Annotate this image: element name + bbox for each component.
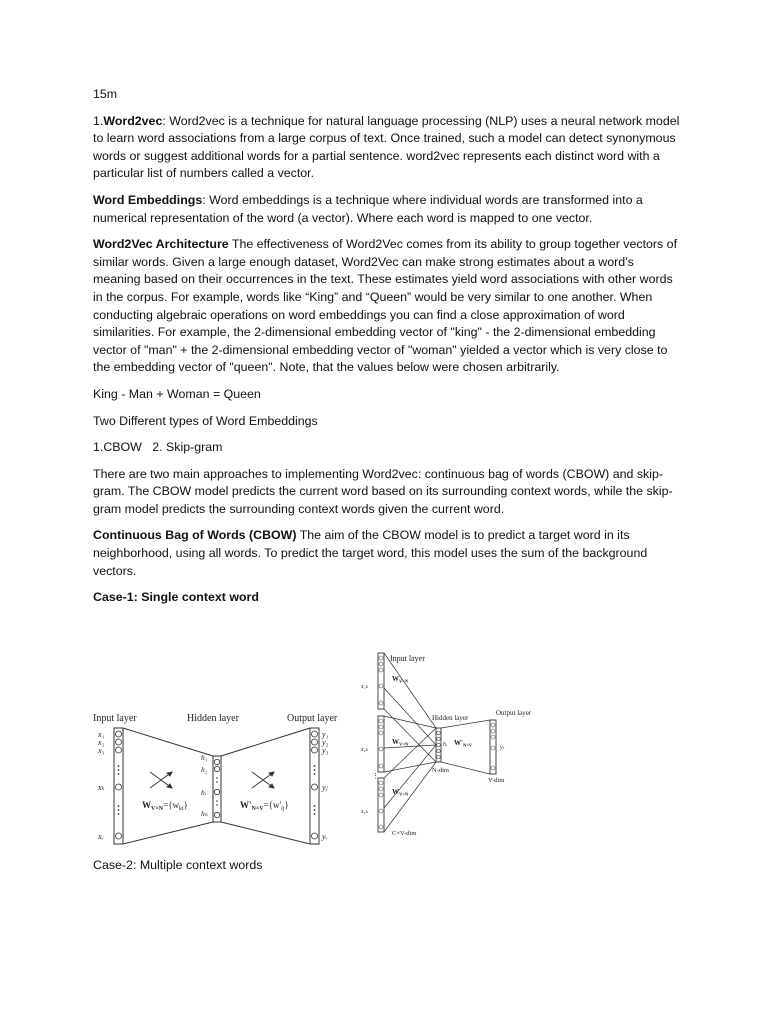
fig1-xv-label: xᵥ	[98, 832, 104, 841]
fig1-xk-label: xₖ	[98, 783, 105, 792]
types-heading: Two Different types of Word Embeddings	[93, 413, 318, 428]
fig1-hn-label: hₙ	[201, 809, 208, 818]
fig2-hidden-nodes	[437, 731, 440, 758]
fig1-output-layer-label: Output layer	[287, 713, 338, 724]
fig2-vdim-label: V-dim	[488, 777, 505, 784]
fig1-input-nodes	[116, 731, 122, 839]
equation-line: King - Man + Woman = Queen	[93, 386, 261, 401]
fig1-y2-label: y₂	[322, 738, 329, 747]
fig2-x1k-label: x₁ₖ	[361, 684, 368, 690]
fig2-vertical-dots: ⋮	[372, 772, 379, 780]
word-embeddings-paragraph	[93, 192, 683, 227]
architecture-paragraph	[93, 236, 683, 377]
word-embeddings-text: : Word embeddings is a technique where individual words are transformed into a numerical representation of the word (a vector). Where each word is mapped to one vector.	[93, 192, 643, 225]
types-list: 1.CBOW 2. Skip-gram	[93, 440, 223, 455]
document-body	[93, 86, 683, 616]
fig1-x3-label: x₃	[98, 746, 105, 755]
fig2-xck-label: x꜀ₖ	[361, 809, 368, 815]
fig1-x1-label: x₁	[98, 730, 105, 739]
word2vec-paragraph	[93, 113, 683, 183]
fig1-input-layer-label: Input layer	[93, 713, 137, 724]
fig2-w-label-1: $W_{V\times N}$	[392, 675, 409, 684]
fig2-x2k-label: x₂ₖ	[361, 747, 368, 753]
term-word2vec: Word2vec	[103, 113, 163, 128]
case1-label: Case-1: Single context word	[93, 590, 259, 605]
architecture-text: The effectiveness of Word2Vec comes from its ability to group together vectors of similar words. Given a large enough dataset, Word2Vec can make strong estimates about a word’s meaning based on their occurrences in the text. These estimates yield word associations with other words in the corpus. For example, words like “King” and “Queen” would be very similar to one another. When conducting algebraic operations on word embeddings you can find a close approximation of word similarities. For example, the 2-dimensional embedding vector of "king" - the 2-dimensional embedding vector of "man" + the 2-dimensional embedding vector of "woman" yielded a vector which is very close to the embedding vector of "queen". Note, that the values below were chosen arbitrarily.	[93, 237, 678, 375]
fig2-hi-label: hᵢ	[443, 742, 447, 748]
fig2-output-nodes	[491, 723, 495, 770]
term-architecture: Word2Vec Architecture	[93, 237, 229, 252]
cbow-paragraph	[93, 527, 683, 580]
fig2-hidden-layer-label: Hidden layer	[432, 714, 469, 722]
fig1-hidden-nodes	[214, 759, 219, 817]
fig2-w-label-3: $W_{V\times N}$	[392, 788, 409, 797]
fig2-input-columns	[378, 653, 384, 832]
fig1-hidden-dots	[216, 777, 218, 806]
fig2-input-nodes	[379, 656, 383, 829]
fig1-input-weight-label: $W_{V\times N}=\{w_{ki}\}$	[142, 800, 188, 812]
fig2-input-layer-label: Input layer	[390, 654, 425, 663]
fig1-yv-label: yᵥ	[322, 832, 328, 841]
fig2-ndim-label: N-dim	[432, 767, 449, 774]
case2-label: Case-2: Multiple context words	[93, 858, 263, 872]
fig1-h2-label: h₂	[201, 765, 208, 774]
fig2-w-label-2: $W_{V\times N}$	[392, 738, 409, 747]
fig1-yj-label: yⱼ	[322, 783, 328, 792]
list-number: 1.	[93, 113, 104, 128]
fig1-output-weight-label: $W'_{N\times V}=\{w'_{ij}\}$	[240, 800, 289, 812]
fig1-x2-label: x₂	[98, 738, 105, 747]
fig1-hi-label: hᵢ	[201, 788, 206, 797]
cbow-text: The aim of the CBOW model is to predict a target word in its neighborhood, using all words. To predict the target word, this model uses the sum of the background vectors.	[93, 528, 648, 578]
fig1-connections	[123, 728, 310, 844]
fig1-h1-label: h₁	[201, 753, 208, 762]
fig2-cvdim-label: C×V-dim	[392, 830, 417, 837]
fig1-hidden-layer-label: Hidden layer	[187, 713, 239, 724]
duration-label: 15m	[93, 87, 118, 101]
word2vec-text: : Word2vec is a technique for natural language processing (NLP) uses a neural network model to learn word associations from a large corpus of text. Once trained, such a model can detect synonymous words or suggest additional words for a partial sentence. word2vec represents each distinct word with a particular list of numbers called a vector.	[93, 113, 680, 181]
fig2-output-layer-label: Output layer	[496, 709, 532, 717]
fig2-wprime-label: $W'_{N\times V}$	[454, 739, 473, 748]
fig1-cross-arrows	[150, 772, 274, 788]
fig1-y1-label: y₁	[322, 730, 329, 739]
fig1-y3-label: y₃	[322, 746, 329, 755]
term-cbow: Continuous Bag of Words (CBOW)	[93, 528, 297, 543]
approaches-paragraph: There are two main approaches to implementing Word2vec: continuous bag of words (CBOW) and skip-gram. The CBOW model predicts the current word based on its surrounding context words, while the skip-gram model predicts the surrounding context words given the current word.	[93, 466, 673, 516]
fig2-yj-label: yⱼ	[500, 745, 505, 751]
case1-heading	[93, 589, 683, 607]
fig1-output-nodes	[312, 731, 318, 839]
cbow-multi-context-diagram	[358, 648, 558, 838]
term-word-embeddings: Word Embeddings	[93, 192, 203, 207]
cbow-single-context-diagram	[90, 708, 345, 850]
